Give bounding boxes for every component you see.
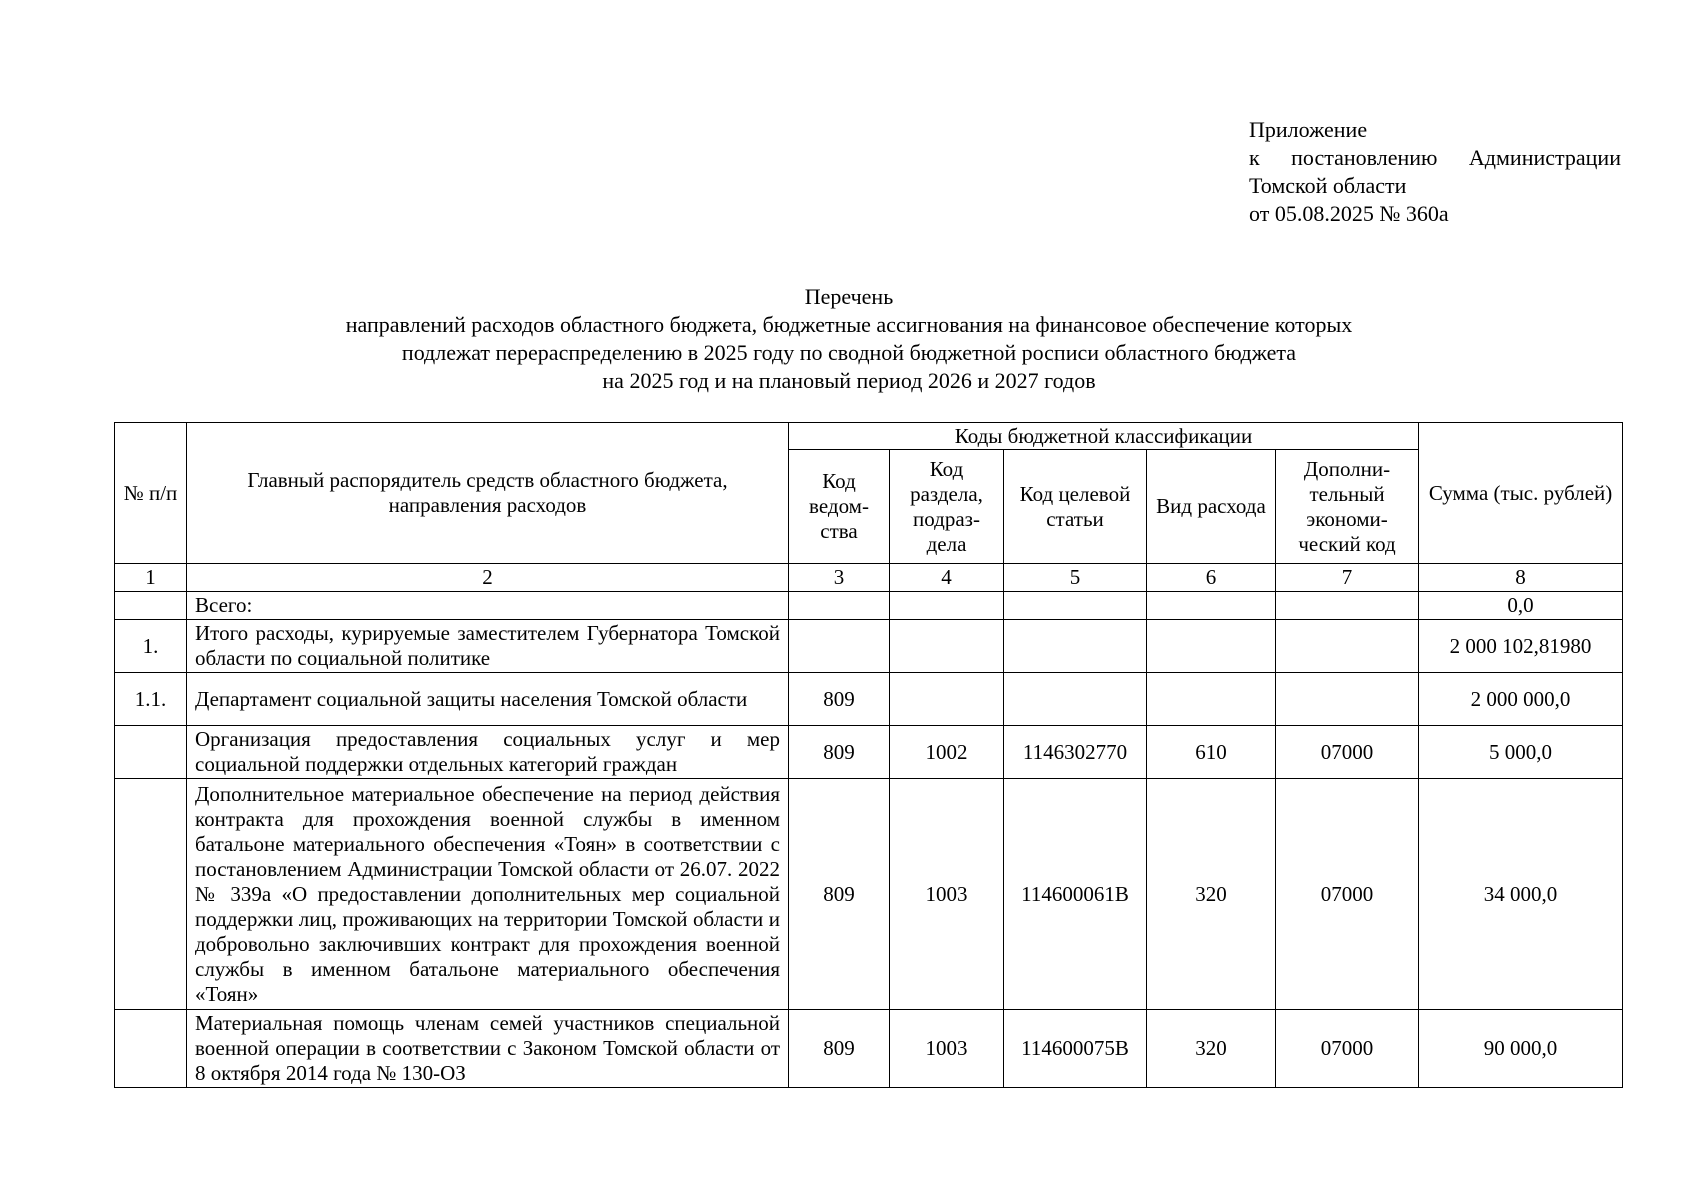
cell-sum: 0,0	[1419, 592, 1623, 620]
cell-name: Итого расходы, курируемые заместителем Губернатора Томской области по социальной политике	[187, 620, 789, 673]
col-number: 8	[1419, 564, 1623, 592]
cell-target: 114600061В	[1004, 779, 1147, 1010]
header-section: Код раздела, подраз-дела	[890, 450, 1004, 564]
header-sum: Сумма (тыс. рублей)	[1419, 423, 1623, 564]
cell-target: 1146302770	[1004, 726, 1147, 779]
header-target: Код целевой статьи	[1004, 450, 1147, 564]
cell-section: 1003	[890, 1010, 1004, 1088]
cell-extra: 07000	[1276, 726, 1419, 779]
table-row-total	[115, 592, 1623, 620]
title-line-2: направлений расходов областного бюджета, бюджетные ассигнования на финансовое обеспечение которых	[345, 312, 1353, 337]
appendix-line-4: от 05.08.2025 № 360а	[1249, 201, 1449, 226]
cell-target	[1004, 620, 1147, 673]
cell-sum: 2 000 102,81980	[1419, 620, 1623, 673]
title-line-4: на 2025 год и на плановый период 2026 и 2027 годов	[602, 368, 1096, 393]
cell-num: 1.	[115, 620, 187, 673]
cell-num	[115, 592, 187, 620]
cell-section	[890, 620, 1004, 673]
cell-section: 1003	[890, 779, 1004, 1010]
header-expense: Вид расхода	[1147, 450, 1276, 564]
title-line-3: подлежат перераспределению в 2025 году по сводной бюджетной росписи областного бюджета	[401, 340, 1297, 365]
cell-dept	[789, 620, 890, 673]
cell-sum: 2 000 000,0	[1419, 673, 1623, 726]
column-number-row	[115, 564, 1623, 592]
col-number: 7	[1276, 564, 1419, 592]
cell-section: 1002	[890, 726, 1004, 779]
cell-sum: 90 000,0	[1419, 1010, 1623, 1088]
cell-name: Материальная помощь членам семей участников специальной военной операции в соответствии с Законом Томской области от 8 октября 2014 года № 130-ОЗ	[187, 1010, 789, 1088]
appendix-line-3: Томской области	[1249, 173, 1407, 198]
cell-dept: 809	[789, 726, 890, 779]
header-row-group	[115, 423, 1623, 450]
appendix-line-2	[1249, 144, 1621, 172]
cell-dept: 809	[789, 673, 890, 726]
col-number: 3	[789, 564, 890, 592]
cell-target	[1004, 592, 1147, 620]
col-number: 6	[1147, 564, 1276, 592]
header-extra: Дополни-тельный экономи-ческий код	[1276, 450, 1419, 564]
col-number: 5	[1004, 564, 1147, 592]
cell-name: Дополнительное материальное обеспечение на период действия контракта для прохождения военной службы в именном батальоне материального обеспечения «Тоян» в соответствии с постановлением Администрации Томской области от 26.07. 2022 № 339а «О предоставлении дополнительных мер социальной поддержки лиц, проживающих на территории Томской области и добровольно заключивших контракт для прохождения военной службы в именном батальоне материального обеспечения «Тоян»	[187, 779, 789, 1010]
appendix-line-1: Приложение	[1249, 117, 1368, 142]
cell-expense	[1147, 620, 1276, 673]
cell-num: 1.1.	[115, 673, 187, 726]
cell-expense: 320	[1147, 1010, 1276, 1088]
appendix-line-2-word-3: Администрации	[1468, 145, 1621, 170]
header-codes-group: Коды бюджетной классификации	[789, 423, 1419, 450]
cell-expense	[1147, 592, 1276, 620]
col-number: 2	[187, 564, 789, 592]
cell-section	[890, 592, 1004, 620]
header-dept: Код ведом-ства	[789, 450, 890, 564]
cell-target	[1004, 673, 1147, 726]
cell-expense: 320	[1147, 779, 1276, 1010]
cell-dept: 809	[789, 779, 890, 1010]
appendix-line-2-word-2: постановлению	[1291, 145, 1438, 170]
cell-extra	[1276, 620, 1419, 673]
table-row	[115, 1010, 1623, 1088]
title-line-1: Перечень	[804, 284, 894, 309]
col-number: 4	[890, 564, 1004, 592]
cell-expense	[1147, 673, 1276, 726]
cell-extra: 07000	[1276, 779, 1419, 1010]
col-number: 1	[115, 564, 187, 592]
cell-section	[890, 673, 1004, 726]
table-row	[115, 779, 1623, 1010]
header-main: Главный распорядитель средств областного бюджета, направления расходов	[187, 423, 789, 564]
cell-num	[115, 1010, 187, 1088]
cell-extra: 07000	[1276, 1010, 1419, 1088]
table-row	[115, 673, 1623, 726]
budget-table	[114, 422, 1623, 1088]
cell-extra	[1276, 673, 1419, 726]
cell-dept: 809	[789, 1010, 890, 1088]
cell-sum: 34 000,0	[1419, 779, 1623, 1010]
document-title	[200, 283, 1498, 395]
cell-extra	[1276, 592, 1419, 620]
cell-dept	[789, 592, 890, 620]
cell-name: Департамент социальной защиты населения Томской области	[187, 673, 789, 726]
appendix-line-2-word-1: к	[1249, 145, 1260, 170]
cell-target: 114600075В	[1004, 1010, 1147, 1088]
cell-num	[115, 779, 187, 1010]
table-row	[115, 620, 1623, 673]
table-row	[115, 726, 1623, 779]
cell-expense: 610	[1147, 726, 1276, 779]
cell-name: Организация предоставления социальных услуг и мер социальной поддержки отдельных категорий граждан	[187, 726, 789, 779]
appendix-block	[1249, 116, 1621, 228]
cell-num	[115, 726, 187, 779]
header-num: № п/п	[115, 423, 187, 564]
cell-name: Всего:	[187, 592, 789, 620]
cell-sum: 5 000,0	[1419, 726, 1623, 779]
